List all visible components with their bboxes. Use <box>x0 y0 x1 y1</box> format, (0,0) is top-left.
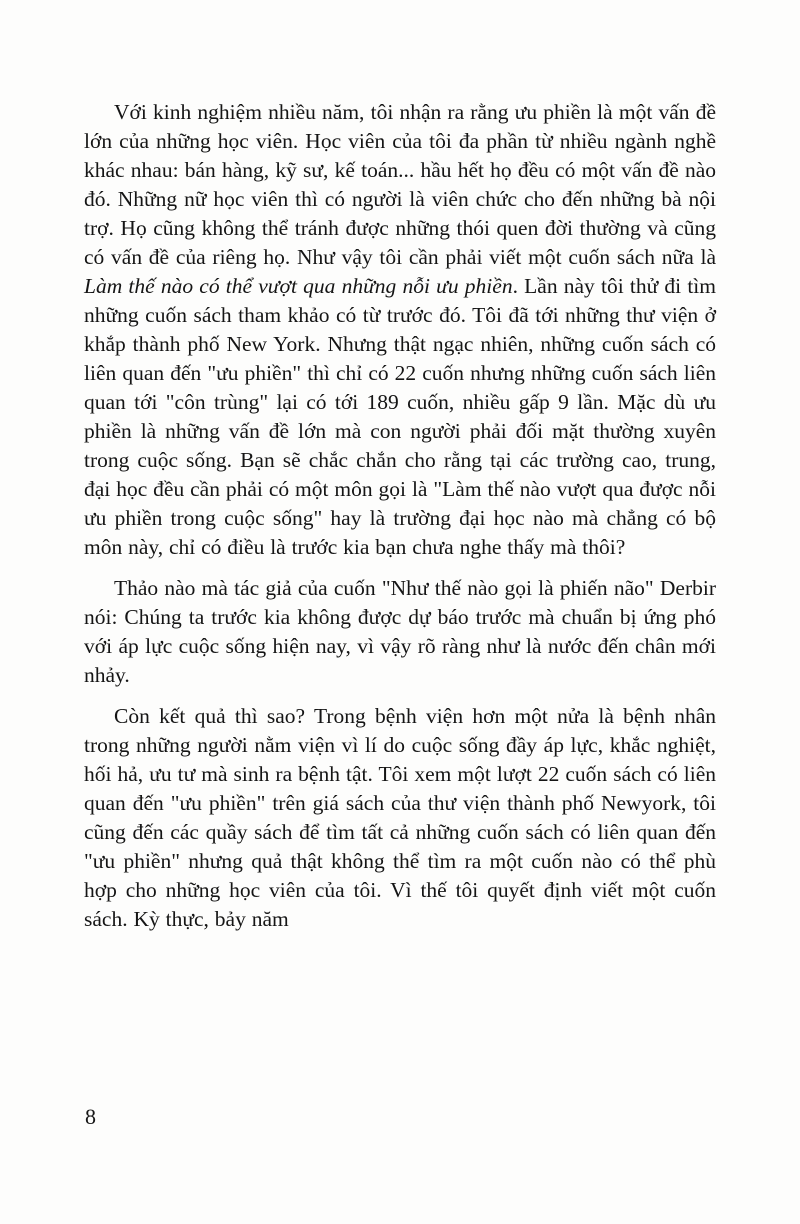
text-run: Còn kết quả thì sao? Trong bệnh viện hơn một nửa là bệnh nhân trong những người nằm viện vì lí do cuộc sống đầy áp lực, khắc nghiệt, hối hả, ưu tư mà sinh ra bệnh tật. Tôi xem một lượt 22 cuốn sách có liên quan đến "ưu phiền" trên giá sách của thư viện thành phố Newyork, tôi cũng đến các quầy sách để tìm tất cả những cuốn sách có liên quan đến "ưu phiền" nhưng quả thật không thể tìm ra một cuốn nào có thể phù hợp cho những học viên của tôi. Vì thế tôi quyết định viết một cuốn sách. Kỳ thực, bảy năm <box>84 704 716 931</box>
text-run: . Lần này tôi thử đi tìm những cuốn sách tham khảo có từ trước đó. Tôi đã tới những thư viện ở khắp thành phố New York. Nhưng thật ngạc nhiên, những cuốn sách có liên quan đến "ưu phiền" thì chỉ có 22 cuốn nhưng những cuốn sách liên quan tới "côn trùng" lại có tới 189 cuốn, nhiều gấp 9 lần. Mặc dù ưu phiền là những vấn đề lớn mà con người phải đối mặt thường xuyên trong cuộc sống. Bạn sẽ chắc chắn cho rằng tại các trường cao, trung, đại học đều cần phải có một môn gọi là "Làm thế nào vượt qua được nỗi ưu phiền trong cuộc sống" hay là trường đại học nào mà chẳng có bộ môn này, chỉ có điều là trước kia bạn chưa nghe thấy mà thôi? <box>84 274 717 559</box>
page-number: 8 <box>85 1104 96 1129</box>
paragraph-3 <box>84 702 716 934</box>
paragraph-1 <box>84 98 716 562</box>
book-title-italic: Làm thế nào có thể vượt qua những nỗi ưu phiền <box>84 274 513 298</box>
page-text-block <box>84 98 716 946</box>
paragraph-2 <box>84 574 716 690</box>
text-run: Thảo nào mà tác giả của cuốn "Như thế nào gọi là phiến não" Derbir nói: Chúng ta trước kia không được dự báo trước mà chuẩn bị ứng phó với áp lực cuộc sống hiện nay, vì vậy rõ ràng như là nước đến chân mới nhảy. <box>84 576 716 687</box>
text-run: Với kinh nghiệm nhiều năm, tôi nhận ra rằng ưu phiền là một vấn đề lớn của những học viên. Học viên của tôi đa phần từ nhiều ngành nghề khác nhau: bán hàng, kỹ sư, kế toán... hầu hết họ đều có một vấn đề nào đó. Những nữ học viên thì có người là viên chức cho đến những bà nội trợ. Họ cũng không thể tránh được những thói quen đời thường và cũng có vấn đề của riêng họ. Như vậy tôi cần phải viết một cuốn sách nữa là <box>84 100 716 269</box>
